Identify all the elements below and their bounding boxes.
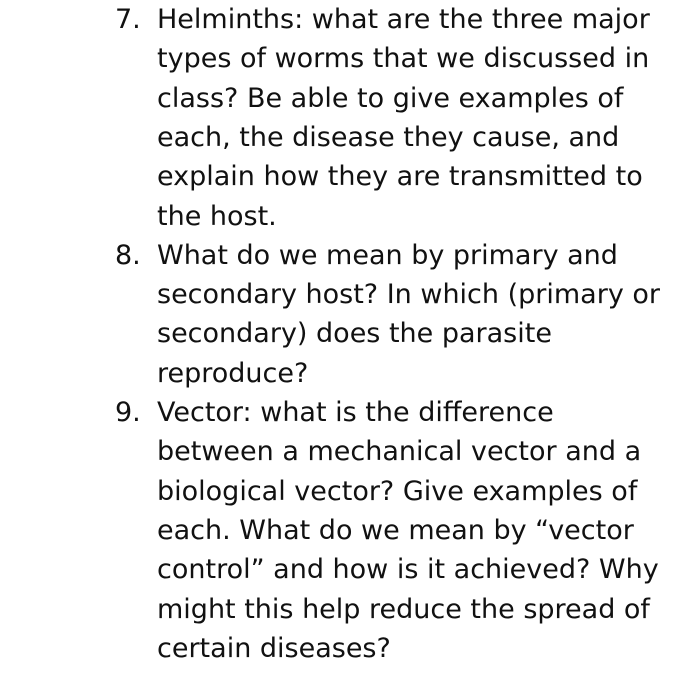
question-text-line: class? Be able to give examples of <box>157 82 624 114</box>
question-text-line: types of worms that we discussed in <box>157 43 650 75</box>
question-text-line: each, the disease they cause, and <box>157 121 620 153</box>
question-text-line: What do we mean by primary and <box>157 239 618 271</box>
question-number: 7. <box>115 4 141 35</box>
question-text-line: the host. <box>157 200 277 232</box>
question-text-line: explain how they are transmitted to <box>157 161 643 193</box>
question-text-line: biological vector? Give examples of <box>157 475 638 507</box>
question-text-line: between a mechanical vector and a <box>157 436 642 468</box>
question-text-line: certain diseases? <box>157 632 391 664</box>
question-text-line: reproduce? <box>157 357 309 389</box>
question-number: 8. <box>115 239 141 271</box>
question-text-line: secondary host? In which (primary or <box>157 279 660 311</box>
question-text-line: each. What do we mean by “vector <box>157 514 634 546</box>
question-text-line: control” and how is it achieved? Why <box>157 554 659 586</box>
question-text-line: Helminths: what are the three major <box>157 4 650 35</box>
question-text-line: Vector: what is the difference <box>157 397 554 428</box>
question-text-line: might this help reduce the spread of <box>157 593 650 625</box>
question-text-line: secondary) does the parasite <box>157 318 552 350</box>
question-number: 9. <box>115 397 141 428</box>
